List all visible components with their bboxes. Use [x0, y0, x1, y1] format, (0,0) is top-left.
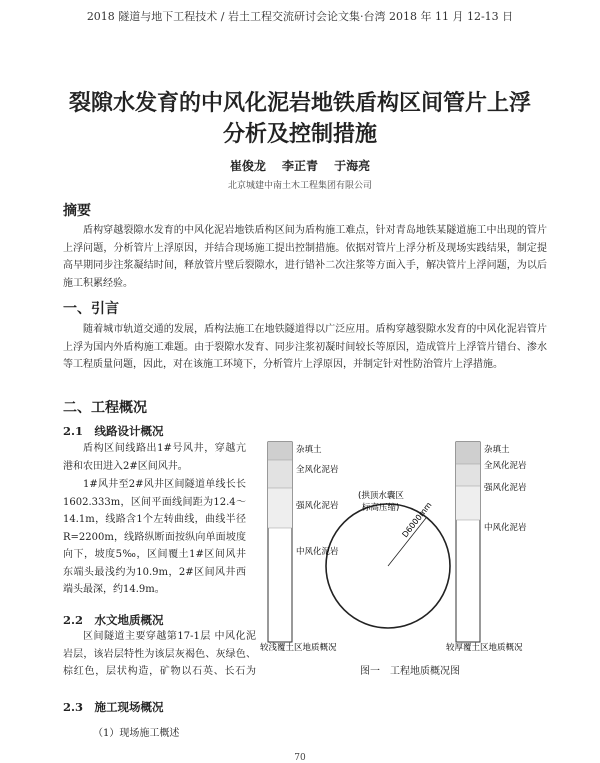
section-1-heading: 一、引言 [63, 301, 119, 317]
right-strong-weathered-layer [456, 486, 480, 520]
right-full-weathered-layer [456, 464, 480, 486]
section-2-3-1: （1）现场施工概述 [93, 728, 180, 739]
section-2-heading: 二、工程概况 [63, 400, 147, 416]
left-full-weathered-layer [268, 460, 292, 488]
abstract-heading: 摘要 [63, 203, 91, 219]
left-strong-weathered-layer [268, 488, 292, 528]
authors: 崔俊龙 李正青 于海亮 [229, 159, 371, 173]
page-number: 70 [294, 753, 306, 763]
title-line-1: 裂隙水发育的中风化泥岩地铁盾构区间管片上浮 [68, 91, 531, 116]
center-note-line-1: (拱顶水囊区 [358, 491, 404, 501]
section-1-text: 随着城市轨道交通的发展，盾构法施工在地铁隧道得以广泛应用。盾构穿越裂隙水发育的中风化泥岩管片上浮为国内外盾构施工难题。由于裂隙水发育、同步注浆初凝时间较长等原因，造成管片上浮管片错台、渗水等工程质量问题，因此，对在该施工环境下，分析管片上浮原因，并制定针对性防治管片上浮措施。 [63, 324, 547, 370]
left-label-strong-weathered: 强风化泥岩 [296, 501, 339, 511]
left-column-caption: 较浅覆土区地质概况 [260, 643, 337, 653]
geology-figure [258, 438, 562, 656]
paper-title [0, 88, 600, 150]
right-label-strong-weathered: 强风化泥岩 [484, 483, 527, 493]
running-header: 2018 隧道与地下工程技术 / 岩土工程交流研讨会论文集·台湾 2018 年 11 月 12-13 日 [86, 10, 514, 23]
section-2-2-text: 区间隧道主要穿越第17-1层 中风化泥岩层，该岩层特性为该层灰褐色、灰绿色、棕红色，层状构造，矿物以石英、长石为 [63, 631, 256, 677]
right-label-full-weathered: 全风化泥岩 [484, 461, 527, 471]
section-2-1-para-1: 盾构区间线路出1#号风井，穿越亢港和农田进入2#区间风井。 [63, 443, 246, 472]
right-column-caption: 较厚覆土区地质概况 [446, 643, 523, 653]
abstract-text: 盾构穿越裂隙水发育的中风化泥岩地铁盾构区间为盾构施工难点，针对青岛地铁某隧道施工中出现的管片上浮问题，分析管片上浮原因，并结合现场施工提出控制措施。依据对管片上浮分析及现场实践结果，制定提高早期同步注浆凝结时间，释放管片壁后裂隙水，进行错补二次注浆等方面入手，解决管片上浮问题，为以后施工积累经验。 [63, 225, 547, 289]
left-label-fill: 杂填土 [296, 445, 322, 455]
affiliation: 北京城建中南土木工程集团有限公司 [227, 181, 372, 191]
section-2-1-para-2: 1#风井至2#风井区间隧道单线长长1602.333m，区间平面线间距为12.4～14.1m，线路含1个左转曲线，曲线半径R=2200m，线路纵断面按纵向单面坡度向下，坡度5‰，区间覆土1#区间风井东端头最浅约为10.9m，2#区间风井西端头最深，约14.9m。 [63, 479, 246, 595]
figure-caption: 图一 工程地质概况图 [360, 666, 460, 677]
left-label-full-weathered: 全风化泥岩 [296, 465, 339, 475]
section-2-3-heading: 2.3 施工现场概况 [63, 700, 164, 714]
left-fill-layer [268, 442, 292, 460]
right-label-moderate-weathered: 中风化泥岩 [484, 523, 527, 533]
left-label-moderate-weathered: 中风化泥岩 [296, 547, 339, 557]
section-2-2-heading: 2.2 水文地质概况 [63, 613, 164, 627]
right-label-fill: 杂填土 [484, 445, 510, 455]
center-note-line-2: 标高压缩) [362, 503, 400, 513]
title-line-2: 分析及控制措施 [222, 122, 377, 147]
right-fill-layer [456, 442, 480, 464]
section-2-1-heading: 2.1 线路设计概况 [63, 424, 164, 438]
tunnel-dimension-label: D6000mm [400, 500, 434, 540]
